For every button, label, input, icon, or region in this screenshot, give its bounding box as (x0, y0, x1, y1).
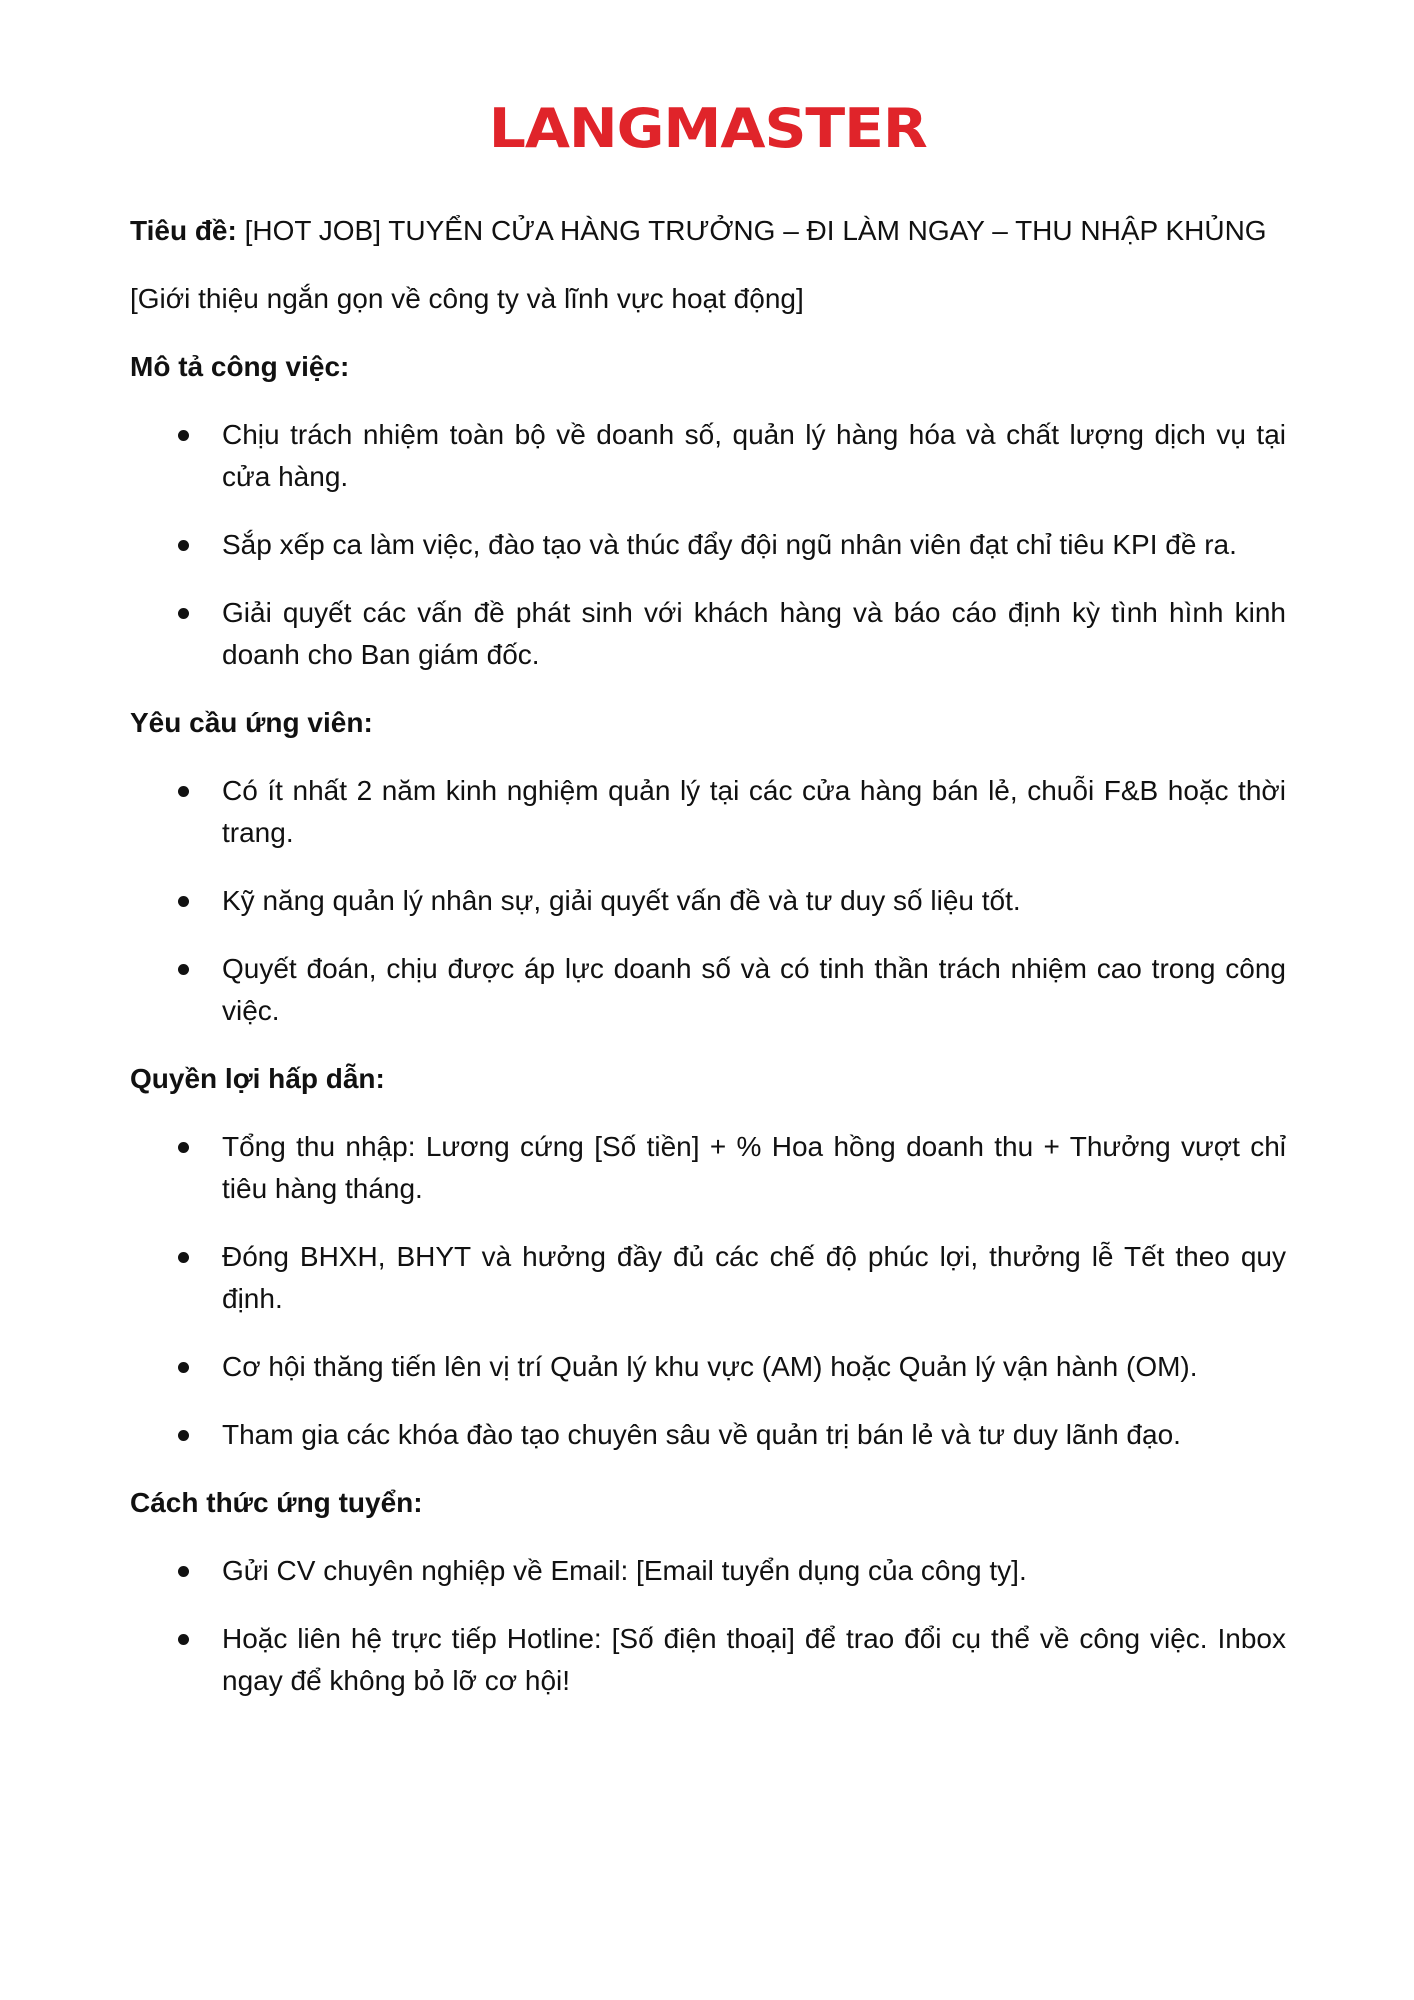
list-item (130, 948, 1286, 1032)
bullet-icon (178, 896, 189, 907)
list-item-text: Đóng BHXH, BHYT và hưởng đầy đủ các chế độ phúc lợi, thưởng lễ Tết theo quy định. (222, 1241, 1286, 1314)
bullet-icon (178, 540, 189, 551)
section-requirements (130, 702, 1286, 1032)
list-item (130, 1550, 1286, 1592)
list-item (130, 524, 1286, 566)
list-item-text: Kỹ năng quản lý nhân sự, giải quyết vấn đề và tư duy số liệu tốt. (222, 885, 1021, 916)
list-item (130, 1346, 1286, 1388)
list-item-text: Có ít nhất 2 năm kinh nghiệm quản lý tại các cửa hàng bán lẻ, chuỗi F&B hoặc thời trang. (222, 775, 1286, 848)
list-item (130, 770, 1286, 854)
company-intro: [Giới thiệu ngắn gọn về công ty và lĩnh vực hoạt động] (130, 283, 804, 314)
section-job-description (130, 346, 1286, 676)
list-item-text: Sắp xếp ca làm việc, đào tạo và thúc đẩy đội ngũ nhân viên đạt chỉ tiêu KPI đề ra. (222, 529, 1237, 560)
list-item (130, 1414, 1286, 1456)
bullet-icon (178, 1362, 189, 1373)
bullet-icon (178, 1252, 189, 1263)
list-item-text: Gửi CV chuyên nghiệp về Email: [Email tuyển dụng của công ty]. (222, 1555, 1027, 1586)
title-value: [HOT JOB] TUYỂN CỬA HÀNG TRƯỞNG – ĐI LÀM NGAY – THU NHẬP KHỦNG (236, 215, 1267, 246)
list-item (130, 414, 1286, 498)
list-item-text: Quyết đoán, chịu được áp lực doanh số và có tinh thần trách nhiệm cao trong công việc. (222, 953, 1286, 1026)
section-heading: Cách thức ứng tuyển: (130, 1487, 423, 1518)
list-item-text: Chịu trách nhiệm toàn bộ về doanh số, quản lý hàng hóa và chất lượng dịch vụ tại cửa hàng. (222, 419, 1286, 492)
bullet-icon (178, 964, 189, 975)
bullet-icon (178, 1142, 189, 1153)
bullet-icon (178, 786, 189, 797)
list-item (130, 1236, 1286, 1320)
bullet-icon (178, 608, 189, 619)
list-item-text: Cơ hội thăng tiến lên vị trí Quản lý khu vực (AM) hoặc Quản lý vận hành (OM). (222, 1351, 1198, 1382)
list-item-text: Tổng thu nhập: Lương cứng [Số tiền] + % Hoa hồng doanh thu + Thưởng vượt chỉ tiêu hàng tháng. (222, 1131, 1286, 1204)
logo-container (130, 0, 1286, 160)
list-item-text: Giải quyết các vấn đề phát sinh với khách hàng và báo cáo định kỳ tình hình kinh doanh cho Ban giám đốc. (222, 597, 1286, 670)
section-how-to-apply (130, 1482, 1286, 1702)
list-item (130, 1126, 1286, 1210)
section-heading: Yêu cầu ứng viên: (130, 707, 373, 738)
section-heading: Mô tả công việc: (130, 351, 350, 382)
section-benefits (130, 1058, 1286, 1456)
bullet-icon (178, 1430, 189, 1441)
list-item-text: Hoặc liên hệ trực tiếp Hotline: [Số điện thoại] để trao đổi cụ thể về công việc. Inbox ngay để không bỏ lỡ cơ hội! (222, 1623, 1286, 1696)
title-label: Tiêu đề: (130, 215, 237, 246)
list-item (130, 592, 1286, 676)
section-heading: Quyền lợi hấp dẫn: (130, 1063, 385, 1094)
bullet-icon (178, 1634, 189, 1645)
list-item (130, 1618, 1286, 1702)
bullet-list (130, 1126, 1286, 1456)
bullet-list (130, 770, 1286, 1032)
bullet-list (130, 414, 1286, 676)
langmaster-logo: LANGMASTER (489, 97, 927, 160)
document-title (130, 210, 1286, 252)
bullet-icon (178, 1566, 189, 1577)
list-item-text: Tham gia các khóa đào tạo chuyên sâu về quản trị bán lẻ và tư duy lãnh đạo. (222, 1419, 1181, 1450)
bullet-list (130, 1550, 1286, 1702)
bullet-icon (178, 430, 189, 441)
list-item (130, 880, 1286, 922)
